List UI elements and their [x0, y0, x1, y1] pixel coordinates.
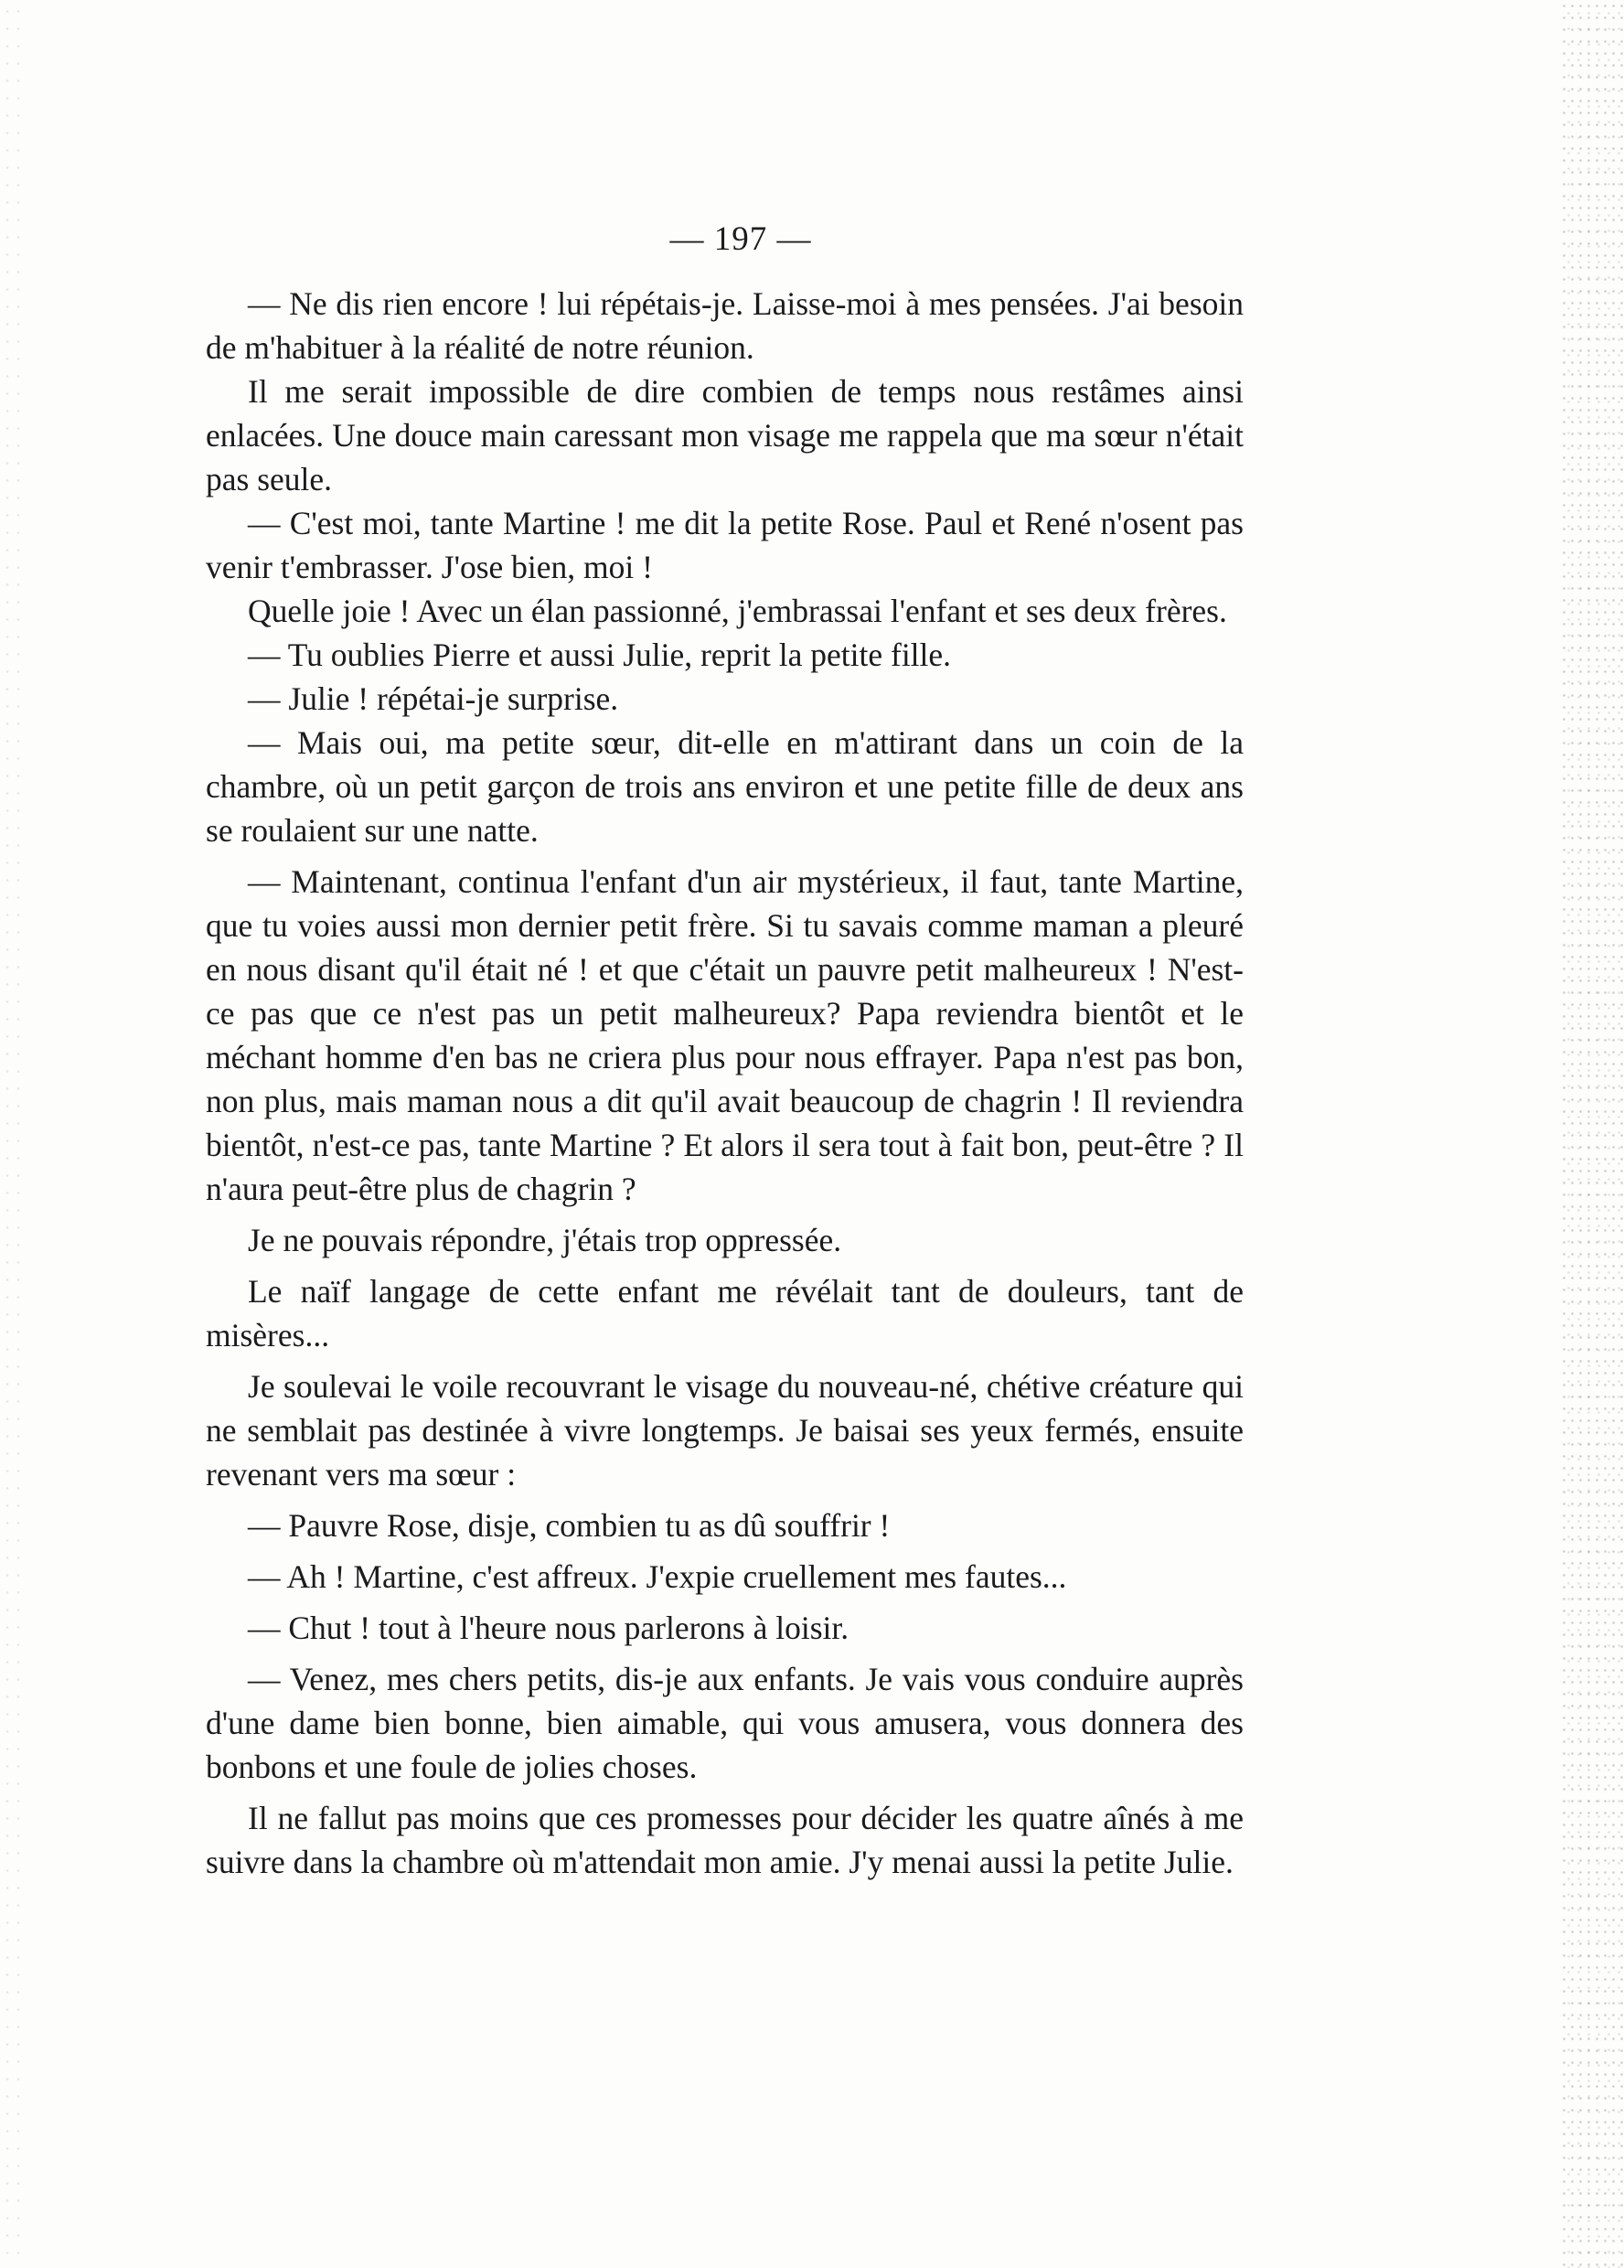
- paragraph: — C'est moi, tante Martine ! me dit la petite Rose. Paul et René n'osent pas venir t'embrasser. J'ose bien, moi !: [206, 505, 1244, 585]
- paragraph: — Pauvre Rose, disje, combien tu as dû souffrir !: [248, 1507, 891, 1544]
- scan-noise-left: [0, 0, 27, 2268]
- paragraph: Je ne pouvais répondre, j'étais trop oppressée.: [248, 1222, 842, 1258]
- paragraph: — Maintenant, continua l'enfant d'un air mystérieux, il faut, tante Martine, que tu voies aussi mon dernier petit frère. Si tu savais comme maman a pleuré en nous disant qu'il était né ! et que c'était un pauvre petit malheureux ! N'est-ce pas que ce n'est pas un petit malheureux? Papa reviendra bientôt et le méchant homme d'en bas ne criera plus pour nous effrayer. Papa n'est pas bon, non plus, mais maman nous a dit qu'il avait beaucoup de chagrin ! Il reviendra bientôt, n'est-ce pas, tante Martine ? Et alors il sera tout à fait bon, peut-être ? Il n'aura peut-être plus de chagrin ?: [206, 863, 1244, 1207]
- paragraph: — Mais oui, ma petite sœur, dit-elle en m'attirant dans un coin de la chambre, où un petit garçon de trois ans environ et une petite fille de deux ans se roulaient sur une natte.: [206, 724, 1244, 849]
- paragraph: — Chut ! tout à l'heure nous parlerons à loisir.: [248, 1610, 849, 1646]
- paragraph: — Venez, mes chers petits, dis-je aux enfants. Je vais vous conduire auprès d'une dame bien bonne, bien aimable, qui vous amusera, vous donnera des bonbons et une foule de jolies choses.: [206, 1661, 1244, 1785]
- paragraph: — Ah ! Martine, c'est affreux. J'expie cruellement mes fautes...: [248, 1558, 1067, 1595]
- scan-noise-right: [1560, 0, 1624, 2268]
- paragraph: Il me serait impossible de dire combien de temps nous restâmes ainsi enlacées. Une douce main caressant mon visage me rappela que ma sœur n'était pas seule.: [206, 373, 1244, 497]
- paragraph: Le naïf langage de cette enfant me révélait tant de douleurs, tant de misères...: [206, 1273, 1244, 1353]
- paragraph: — Tu oublies Pierre et aussi Julie, reprit la petite fille.: [248, 637, 952, 673]
- paragraph: Quelle joie ! Avec un élan passionné, j'embrassai l'enfant et ses deux frères.: [248, 593, 1227, 629]
- paragraph: Il ne fallut pas moins que ces promesses pour décider les quatre aînés à me suivre dans la chambre où m'attendait mon amie. J'y menai aussi la petite Julie.: [206, 1800, 1244, 1880]
- paragraph: — Ne dis rien encore ! lui répétais-je. Laisse-moi à mes pensées. J'ai besoin de m'habituer à la réalité de notre réunion.: [206, 285, 1244, 366]
- body-text: [206, 282, 1244, 1884]
- page-number: — 197 —: [669, 220, 812, 258]
- paragraph: — Julie ! répétai-je surprise.: [248, 680, 619, 717]
- paragraph: Je soulevai le voile recouvrant le visage du nouveau-né, chétive créature qui ne semblait pas destinée à vivre longtemps. Je baisai ses yeux fermés, ensuite revenant vers ma sœur :: [206, 1368, 1244, 1492]
